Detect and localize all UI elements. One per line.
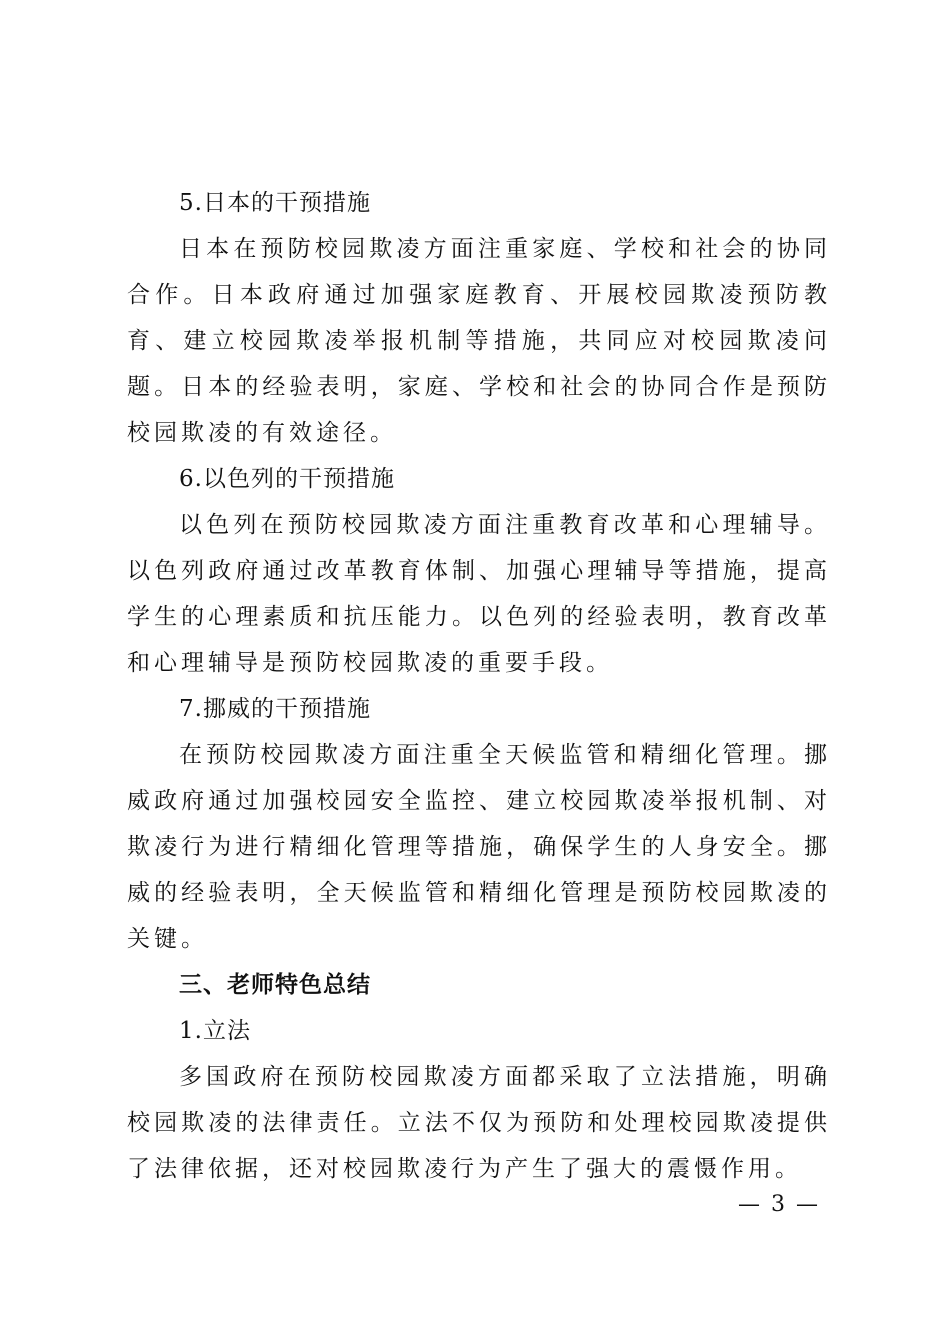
subheading-israel: 6.以色列的干预措施 [179,466,395,492]
document-body [127,180,831,1192]
subheading-legislation: 1.立法 [179,1018,251,1044]
subheading-japan: 5.日本的干预措施 [179,190,371,216]
section-heading-summary: 三、老师特色总结 [179,972,371,998]
paragraph-legislation: 多国政府在预防校园欺凌方面都采取了立法措施，明确校园欺凌的法律责任。立法不仅为预防和处理校园欺凌提供了法律依据，还对校园欺凌行为产生了强大的震慑作用。 [127,1064,831,1182]
paragraph-israel: 以色列在预防校园欺凌方面注重教育改革和心理辅导。以色列政府通过改革教育体制、加强心理辅导等措施，提高学生的心理素质和抗压能力。以色列的经验表明，教育改革和心理辅导是预防校园欺凌的重要手段。 [127,512,831,676]
page-number: — 3 — [738,1192,820,1217]
subheading-norway: 7.挪威的干预措施 [179,696,371,722]
paragraph-norway: 在预防校园欺凌方面注重全天候监管和精细化管理。挪威政府通过加强校园安全监控、建立校园欺凌举报机制、对欺凌行为进行精细化管理等措施，确保学生的人身安全。挪威的经验表明，全天候监管和精细化管理是预防校园欺凌的关键。 [127,742,831,952]
paragraph-japan: 日本在预防校园欺凌方面注重家庭、学校和社会的协同合作。日本政府通过加强家庭教育、开展校园欺凌预防教育、建立校园欺凌举报机制等措施，共同应对校园欺凌问题。日本的经验表明，家庭、学校和社会的协同合作是预防校园欺凌的有效途径。 [127,236,831,446]
